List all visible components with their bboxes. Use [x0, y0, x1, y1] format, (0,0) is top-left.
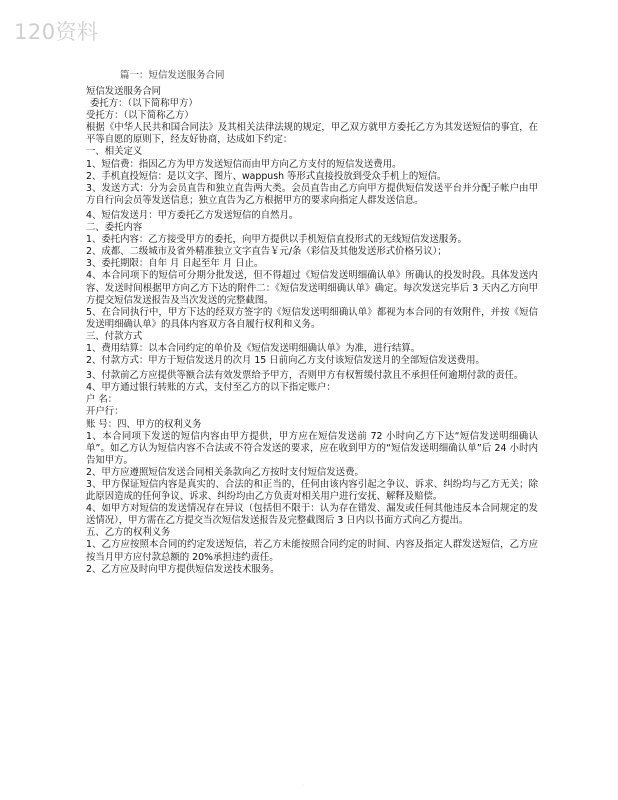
preamble: 根据《中华人民共和国合同法》及其相关法律法规的规定，甲乙双方就甲方委托乙方为其发送短信的事宜，在平等自愿的原则下，经友好协商，达成如下约定： [86, 122, 538, 146]
watermark-logo: 120资料 [14, 20, 99, 44]
decorative-mark: · [303, 782, 305, 787]
section-heading: 五、乙方的权利义务 [86, 527, 171, 539]
clause: 3、委托期限：自年 月 日起至年 月 日止。 [86, 258, 264, 270]
section-heading: 一、相关定义 [86, 146, 143, 158]
section-heading: 二、委托内容 [86, 222, 143, 234]
clause: 2、甲方应遵照短信发送合同相关条款向乙方按时支付短信发送费。 [86, 466, 364, 478]
account-number-line: 账 号：四、甲方的权利义务 [86, 418, 202, 430]
account-name-line: 户 名： [86, 394, 118, 406]
clause: 1、费用结算：以本合同约定的单价及《短信发送明细确认单》为准，进行结算。 [86, 342, 421, 354]
document-heading: 篇一：短信发送服务合同 [120, 70, 225, 81]
clause: 4、本合同项下的短信可分期分批发送，但不得超过《短信发送明细确认单》所确认的投发时段。具体发送内容、发送时间根据甲方向乙方下达的附件二：《短信发送明细确认单》确定。每次发送完毕后 3 天内乙方向甲方提交短信发送报告及当次发送的完整截图。 [86, 270, 538, 306]
party-a-line: 委托方：（以下简称甲方） [90, 98, 198, 110]
clause: 2、乙方应及时向甲方提供短信发送技术服务。 [86, 563, 280, 575]
clause: 1、委托内容：乙方接受甲方的委托，向甲方提供以手机短信直投形式的无线短信发送服务。 [86, 234, 467, 246]
clause: 1、乙方应按照本合同的约定发送短信，若乙方未能按照合同约定的时间、内容及指定人群发送短信，乙方应按当月甲方应付款总额的 20%承担违约责任。 [86, 539, 538, 563]
contract-title: 短信发送服务合同 [86, 86, 162, 97]
clause: 4、如甲方对短信的发送情况存在异议（包括但不限于：认为存在错发、漏发或任何其他违反本合同规定的发送情况），甲方需在乙方提交当次短信发送报告及完整截图后 3 日内以书面方式向乙方提出。 [86, 503, 538, 527]
bank-line: 开户行： [86, 406, 124, 418]
clause: 4、甲方通过银行转账的方式，支付至乙方的以下指定账户： [86, 382, 336, 394]
clause: 4、短信发送月：甲方委托乙方发送短信的自然月。 [86, 209, 299, 221]
clause: 2、成都、二级城市及省外精准独立文字直告￥元/条（彩信及其他发送形式价格另议）； [86, 246, 447, 258]
clause: 1、本合同项下发送的短信内容由甲方提供，甲方应在短信发送前 72 小时向乙方下达“短信发送明细确认单”。如乙方认为短信内容不合法或不符合发送的要求，应在收到甲方的“短信发送明细确认单”后 24 小时内告知甲方。 [86, 430, 538, 466]
decorative-mark: · [303, 36, 305, 41]
clause: 5、在合同执行中，甲方下达的经双方签字的《短信发送明细确认单》都视为本合同的有效附件，并按《短信发送明细确认单》的具体内容双方各自履行权利和义务。 [86, 306, 538, 330]
clause: 3、甲方保证短信内容是真实的、合法的和正当的，任何由该内容引起之争议、诉求、纠纷均与乙方无关；除此原因造成的任何争议、诉求、纠纷均由乙方负责对相关用户进行安抚、解释及赔偿。 [86, 479, 538, 503]
clause: 2、付款方式：甲方于短信发送月的次月 15 日前向乙方支付该短信发送月的全部短信发送费用。 [86, 355, 485, 367]
clause: 2、手机直投短信：是以文字、图片、wappush 等形式直接投放到受众手机上的短信。 [86, 170, 447, 182]
clause: 1、短信费：指因乙方为甲方发送短信而由甲方向乙方支付的短信发送费用。 [86, 158, 402, 170]
clause: 3、付款前乙方应提供等额合法有效发票给予甲方，否则甲方有权暂缓付款且不承担任何逾期付款的责任。 [86, 370, 524, 382]
party-b-line: 受托方：（以下简称乙方） [86, 110, 194, 122]
clause: 3、发送方式：分为会员直告和独立直告两大类。会员直告由乙方向甲方提供短信发送平台并分配子帐户由甲方自行向会员等发送信息；独立直告为乙方根据甲方的要求向指定人群发送信息。 [86, 182, 538, 206]
section-heading: 三、付款方式 [86, 330, 143, 342]
document-body [86, 70, 538, 576]
